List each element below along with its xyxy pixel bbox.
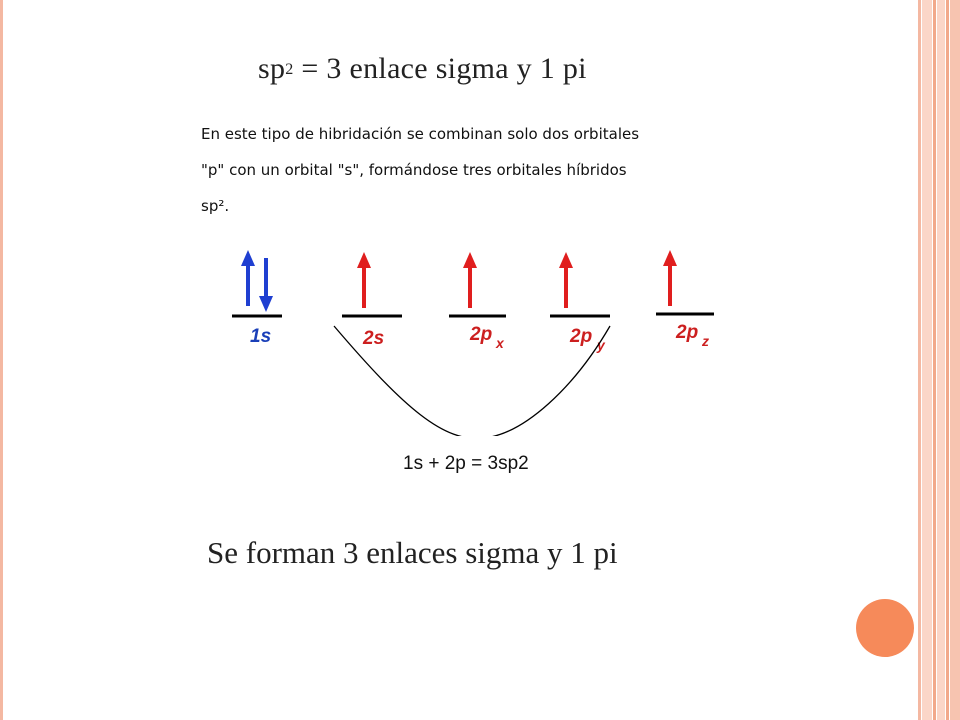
orbital-label-2s: 2s (363, 328, 385, 349)
orbital-2py (550, 252, 610, 353)
orbital-sub-2py: y (597, 337, 605, 353)
description-text (201, 116, 741, 224)
orbital-diagram (224, 238, 738, 436)
up-arrow-icon (663, 250, 677, 306)
orbital-2s (342, 252, 402, 349)
up-arrow-icon (559, 252, 573, 308)
orbital-label-1s: 1s (250, 326, 272, 347)
up-arrow-icon (241, 250, 255, 306)
description-line: En este tipo de hibridación se combinan solo dos orbitales (201, 125, 640, 143)
orbital-sub-2pz: z (702, 333, 709, 349)
slide-title (258, 52, 758, 86)
title-rest: = 3 enlace sigma y 1 pi (293, 52, 587, 85)
orbital-label-2py: 2p (570, 326, 593, 347)
orbital-label-2px: 2p (470, 324, 493, 345)
title-superscript: 2 (285, 61, 294, 78)
orbital-1s (232, 250, 282, 347)
description-line: sp². (201, 197, 230, 215)
title-main: sp (258, 52, 286, 85)
up-arrow-icon (357, 252, 371, 308)
orbital-2pz (656, 250, 714, 349)
description-line: "p" con un orbital "s", formándose tres orbitales híbridos (201, 161, 627, 179)
orbital-label-2pz: 2p (676, 322, 699, 343)
conclusion-text: Se forman 3 enlaces sigma y 1 pi (207, 535, 618, 570)
decorative-circle (856, 599, 914, 657)
orbital-sub-2px: x (496, 335, 504, 351)
down-arrow-icon (259, 258, 273, 312)
orbital-2px (449, 252, 506, 351)
up-arrow-icon (463, 252, 477, 308)
hybridization-equation: 1s + 2p = 3sp2 (403, 453, 529, 474)
